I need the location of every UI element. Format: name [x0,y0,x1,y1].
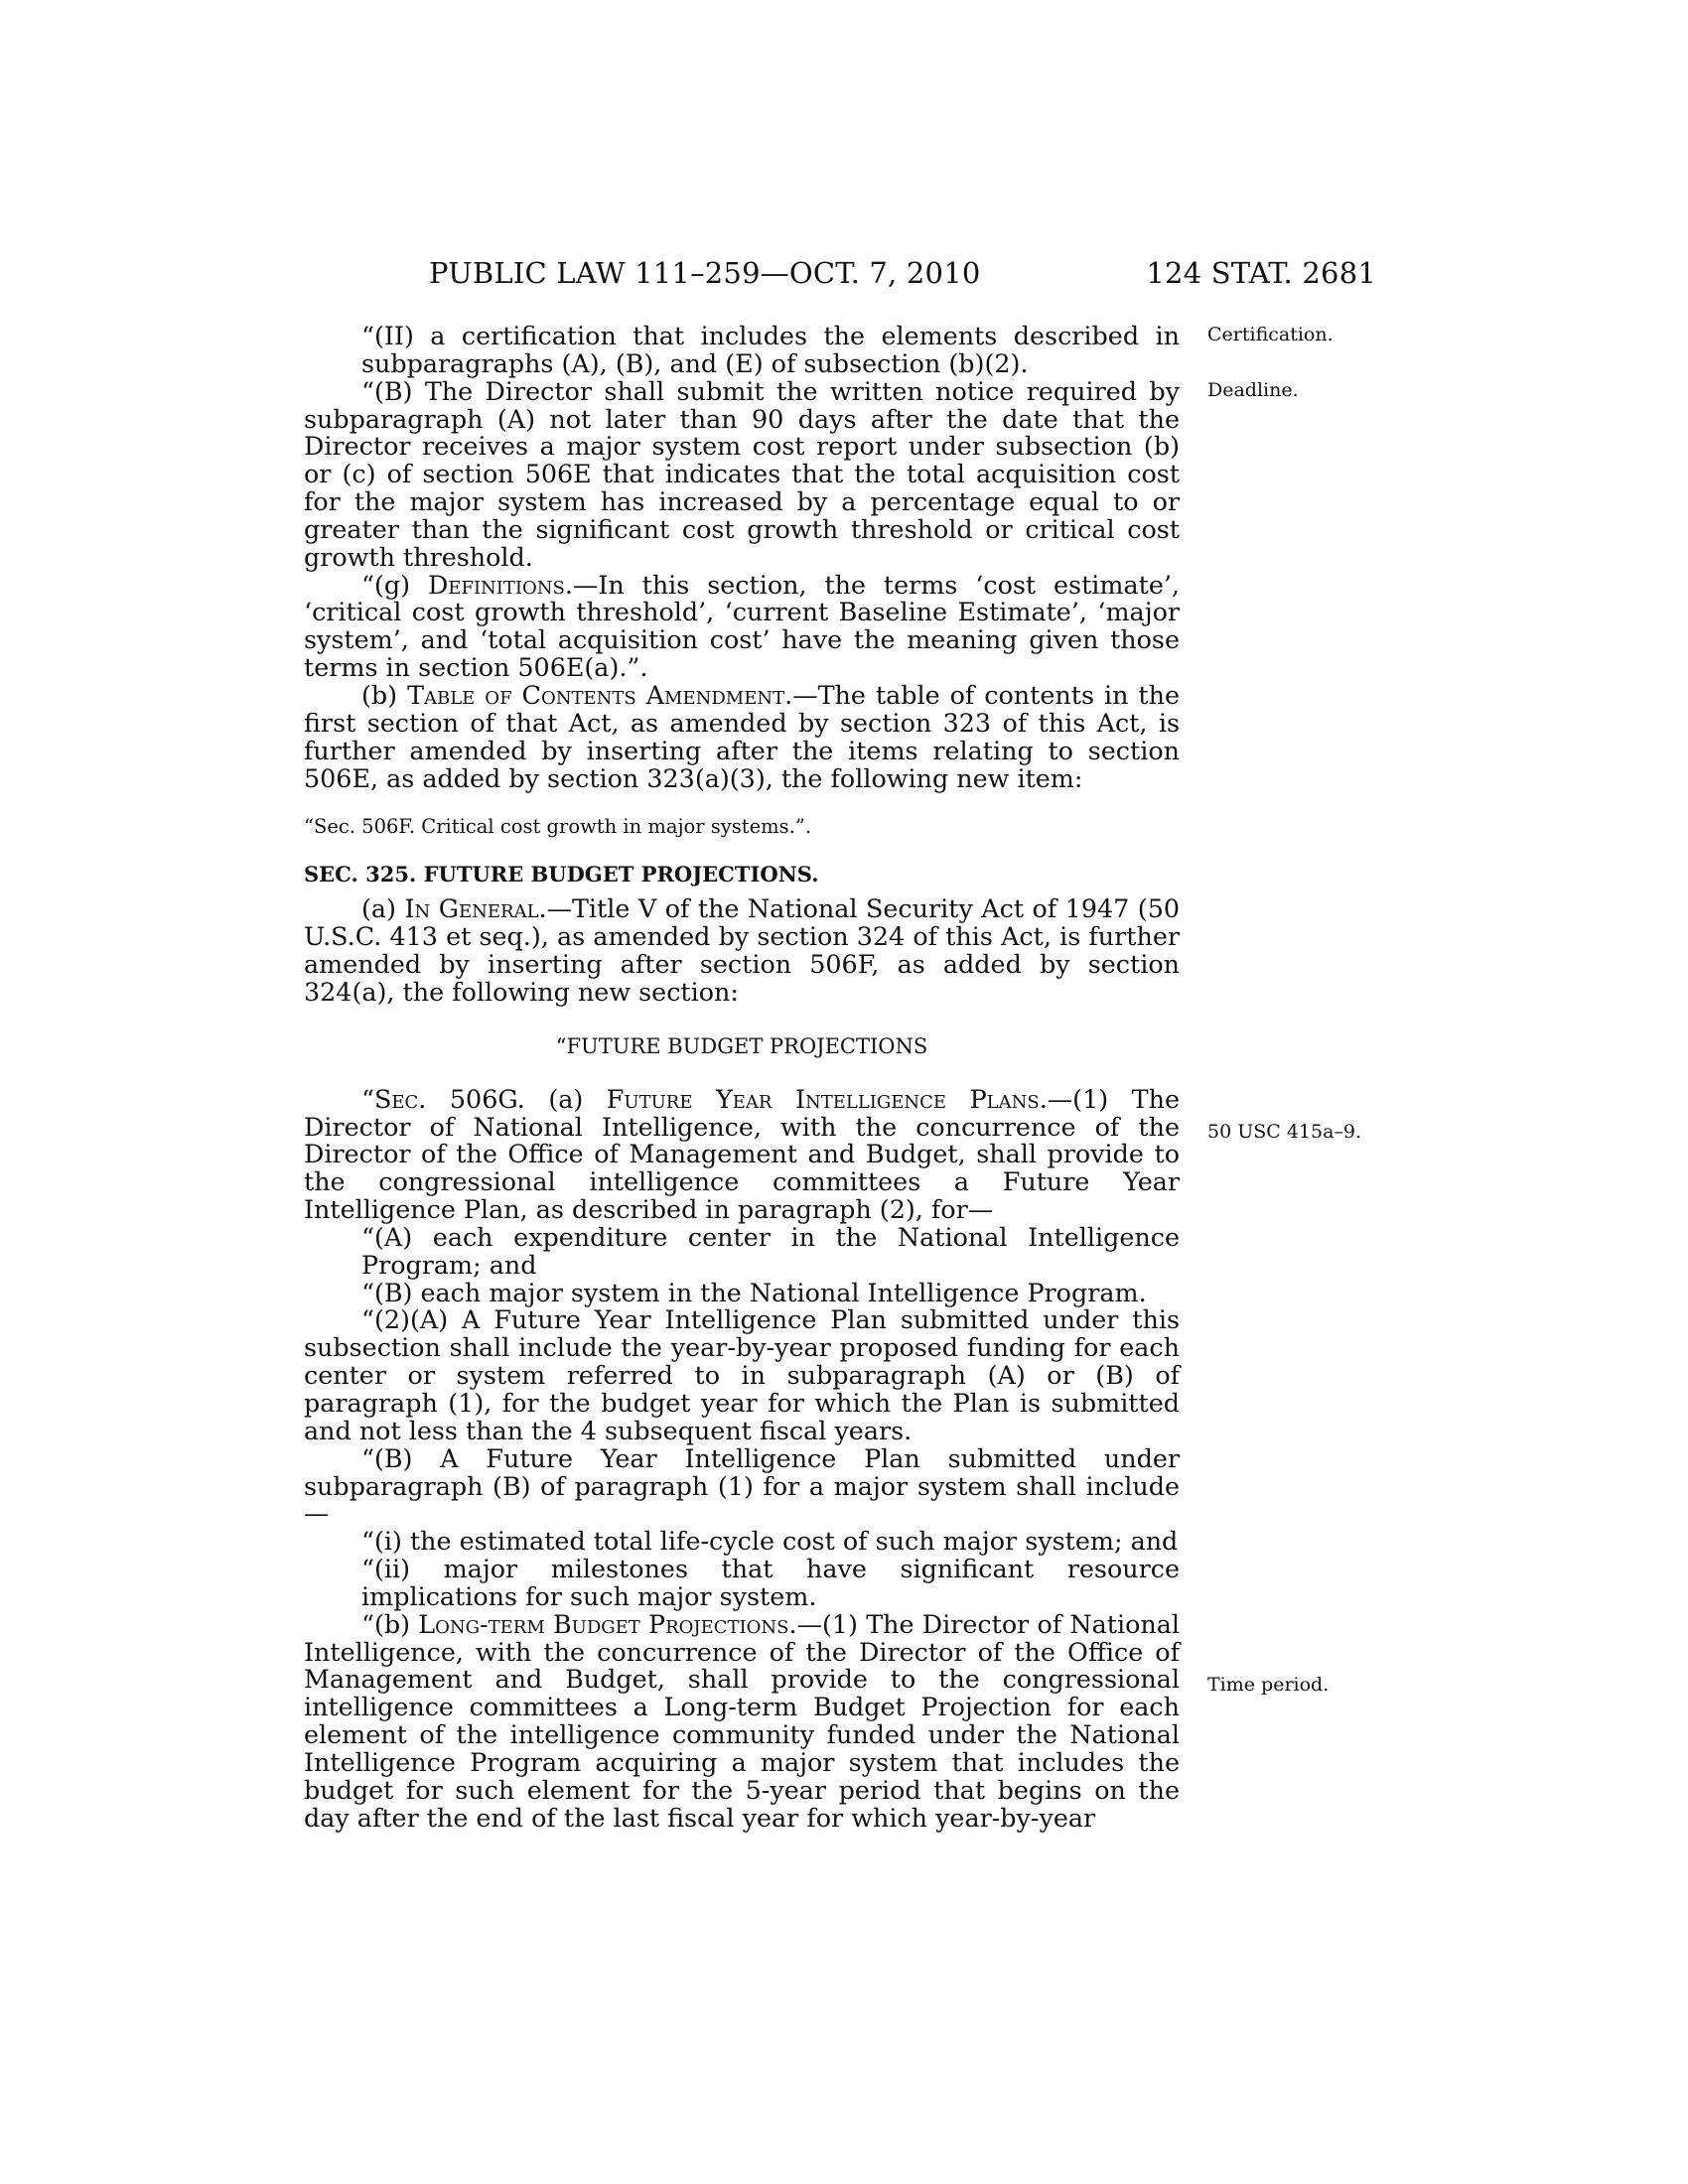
paragraph-b-toc-amendment [304,679,1181,793]
definitions-text: .—In this section, the terms ‘cost estimate’, ‘critical cost growth threshold’, ‘current Baseline Estimate’, ‘major system’, and ‘total acquisition cost’ have the meaning given those terms in section 506E(a).”. [304,569,1180,683]
paragraph-b-long-term [304,1608,1180,1833]
paragraph-sec-506g [304,1083,1180,1225]
margin-note-deadline: Deadline. [1207,379,1299,401]
paragraph-2B: “(B) A Future Year Intelligence Plan submitted under subparagraph (B) of paragraph (1) for a major system shall include— [304,1442,1180,1529]
toc-amendment-text: .—The table of contents in the first section of that Act, as amended by section 323 of this Act, is further amended by inserting after the items relating to section 506E, as added by section 323(a)(3), the following new item: [304,679,1181,793]
margin-note-certification: Certification. [1207,324,1334,345]
paragraph-cert-II: “(II) a certification that includes the elements described in subparagraphs (A), (B), and (E) of subsection (b)(2). [361,321,1180,378]
sec506g-text: .—(1) The Director of National Intelligence, with the concurrence of the Director of the Office of Management and Budget, shall provide to the congressional intelligence committees a Future Year Intelligence Plan, as described in paragraph (2), for— [304,1083,1180,1225]
section-325-heading: SEC. 325. FUTURE BUDGET PROJECTIONS. [304,862,819,887]
sec506g-number: . 506G. (a) [418,1083,607,1114]
margin-note-time-period: Time period. [1207,1674,1330,1696]
toc-amendment-heading: Table of Contents Amendment [407,679,785,710]
long-term-lead: “(b) [361,1608,419,1639]
running-head [304,256,1376,296]
paragraph-B-written-notice: “(B) The Director shall submit the written notice required by subparagraph (A) not later than 90 days after the date that the Director receives a major system cost report under subsection (b) or (c) of section 506E that indicates that the total acquisition cost for the major system has increased by a percentage equal to or greater than the significant cost growth threshold or critical cost growth threshold. [304,375,1180,572]
sec506g-quote: “ [361,1083,374,1114]
law-title: PUBLIC LAW 111–259—OCT. 7, 2010 [429,256,981,290]
in-general-heading: In General [404,893,539,924]
long-term-text: .—(1) The Director of National Intelligence, with the concurrence of the Director of the Office of Management and Budget, shall provide to the congressional intelligence committees a Long-term Budget Projection for each element of the intelligence community funded under the National Intelligence Program acquiring a major system that includes the budget for such element for the 5-year period that begins on the day after the end of the last fiscal year for which year-by-year [304,1608,1180,1833]
paragraph-A-expenditure-center: “(A) each expenditure center in the National Intelligence Program; and [361,1221,1180,1280]
definitions-lead: “(g) [361,569,428,600]
toc-amendment-lead: (b) [361,679,408,710]
stat-page-number: 124 STAT. 2681 [1146,256,1376,290]
paragraph-i-life-cycle: “(i) the estimated total life-cycle cost of such major system; and [361,1526,1179,1557]
paragraph-a-in-general [304,895,1180,1006]
in-general-lead: (a) [361,893,405,924]
paragraph-g-definitions [304,569,1180,683]
sec506g-heading: Future Year Intelligence Plans [606,1083,1040,1114]
in-general-text: .—Title V of the National Security Act of 1947 (50 U.S.C. 413 et seq.), as amended by section 324 of this Act, is further amended by inserting after section 506F, as added by section 324(a), the following new section: [304,893,1180,1007]
paragraph-2A: “(2)(A) A Future Year Intelligence Plan submitted under this subsection shall include the year-by-year proposed funding for each center or system referred to in subparagraph (A) or (B) of paragraph (1), for the budget year for which the Plan is submitted and not less than the 4 subsequent fiscal years. [304,1304,1180,1445]
sec506g-sec: Sec [373,1083,419,1114]
body-text [304,323,1180,1833]
definitions-heading: Definitions [427,569,565,600]
paragraph-ii-milestones: “(ii) major milestones that have significant resource implications for such major system. [361,1554,1180,1611]
margin-note-usc: 50 USC 415a–9. [1207,1121,1362,1143]
future-budget-projections-heading: “FUTURE BUDGET PROJECTIONS [555,1033,928,1058]
toc-item-506f: “Sec. 506F. Critical cost growth in major systems.”. [304,815,812,839]
long-term-heading: Long-term Budget Projections [418,1608,789,1639]
paragraph-B-major-system: “(B) each major system in the National Intelligence Program. [361,1277,1147,1307]
